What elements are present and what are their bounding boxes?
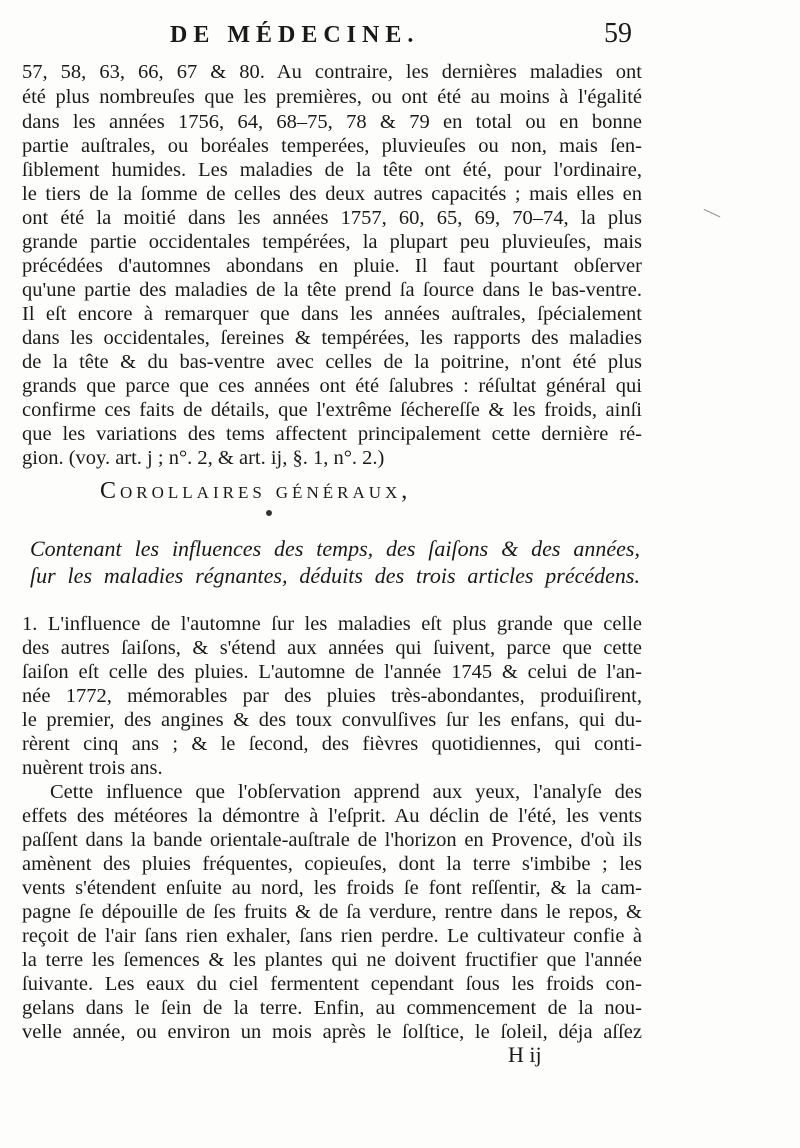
margin-mark bbox=[698, 209, 721, 230]
text-line: ſaiſon eſt celle des pluies. L'automne de l'année 1745 & celui de l'an- bbox=[22, 661, 642, 683]
text-line: ſiblement humides. Les maladies de la tête ont été, pour l'ordinaire, bbox=[22, 159, 642, 181]
text-line: qu'une partie des maladies de la tête prend ſa ſource dans le bas-ventre. bbox=[22, 279, 642, 301]
page-number: 59 bbox=[604, 18, 632, 49]
text-line: vents s'étendent enſuite au nord, les froids ſe font reſſentir, & la cam- bbox=[22, 877, 642, 899]
text-line: 1. L'influence de l'automne ſur les maladies eſt plus grande que celle bbox=[22, 613, 642, 635]
text-line: confirme ces faits de détails, que l'extrême ſéchereſſe & les froids, ainſi bbox=[22, 399, 642, 421]
text-line: reçoit de l'air ſans rien exhaler, ſans rien perdre. Le cultivateur confie à bbox=[22, 925, 642, 947]
text-line: nuèrent trois ans. bbox=[22, 757, 163, 779]
text-line: gion. (voy. art. j ; n°. 2, & art. ij, §. 1, n°. 2.) bbox=[22, 447, 385, 469]
text-line: été plus nombreuſes que les premières, ou ont été au moins à l'égalité bbox=[22, 86, 642, 108]
text-line: grande partie occidentales tempérées, la plupart peu pluvieuſes, mais bbox=[22, 231, 642, 253]
text-line: de la tête & du bas-ventre avec celles de la poitrine, n'ont été plus bbox=[22, 351, 642, 373]
text-line: ſuivante. Les eaux du ciel fermentent cependant ſous les froids con- bbox=[22, 973, 642, 995]
running-head: DE MÉDECINE. bbox=[170, 22, 420, 48]
text-line: que les variations des tems affectent principalement cette dernière ré- bbox=[22, 423, 642, 445]
text-line: Il eſt encore à remarquer que dans les années auſtrales, ſpécialement bbox=[22, 303, 642, 325]
text-line: partie auſtrales, ou boréales temperées, pluvieuſes ou non, mais ſen- bbox=[22, 135, 642, 157]
text-line: la terre les ſemences & les plantes qui ne doivent fructifier que l'année bbox=[22, 949, 642, 971]
text-line: précédées d'automnes abondans en pluie. Il faut pourtant obſerver bbox=[22, 255, 642, 277]
subtitle-line: Contenant les influences des temps, des ſaiſons & des années, bbox=[30, 536, 640, 561]
section-heading: Corollaires généraux, bbox=[100, 478, 412, 504]
text-line: effets des météores la démontre à l'eſprit. Au déclin de l'été, les vents bbox=[22, 805, 642, 827]
subtitle-line: ſur les maladies régnantes, déduits des trois articles précédens. bbox=[30, 563, 640, 588]
signature-mark: H ij bbox=[508, 1042, 542, 1067]
text-line: gelans dans le ſein de la terre. Enfin, au commencement de la nou- bbox=[22, 997, 642, 1019]
text-line: née 1772, mémorables par des pluies très-abondantes, produiſirent, bbox=[22, 685, 642, 707]
text-line: grands que parce que ces années ont été ſalubres : réſultat général qui bbox=[22, 375, 642, 397]
text-line: dans les occidentales, ſereines & tempérées, les rapports des maladies bbox=[22, 327, 642, 349]
text-line: Cette influence que l'obſervation apprend aux yeux, l'analyſe des bbox=[50, 781, 642, 803]
text-line: rèrent cinq ans ; & le ſecond, des fièvres quotidiennes, qui conti- bbox=[22, 733, 642, 755]
text-line: paſſent dans la bande orientale-auſtrale de l'horizon en Provence, d'où ils bbox=[22, 829, 642, 851]
text-line: le tiers de la ſomme de celles des deux autres capacités ; mais elles en bbox=[22, 183, 642, 205]
text-line: le premier, des angines & des toux convulſives ſur les enfans, qui du- bbox=[22, 709, 642, 731]
text-line: pagne ſe dépouille de ſes fruits & de ſa verdure, rentre dans le repos, & bbox=[22, 901, 642, 923]
text-line: des autres ſaiſons, & s'étend aux années qui ſuivent, parce que cette bbox=[22, 637, 642, 659]
text-line: velle année, ou environ un mois après le ſolſtice, le ſoleil, déja aſſez bbox=[22, 1021, 642, 1043]
text-line: 57, 58, 63, 66, 67 & 80. Au contraire, les dernières maladies ont bbox=[22, 61, 642, 83]
text-line: ont été la moitié dans les années 1757, 60, 65, 69, 70–74, la plus bbox=[22, 207, 642, 229]
text-line: dans les années 1756, 64, 68–75, 78 & 79 en total ou en bonne bbox=[22, 111, 642, 133]
text-line: amènent des pluies fréquentes, copieuſes, dont la terre s'imbibe ; les bbox=[22, 853, 642, 875]
ornament-dot bbox=[266, 510, 272, 516]
